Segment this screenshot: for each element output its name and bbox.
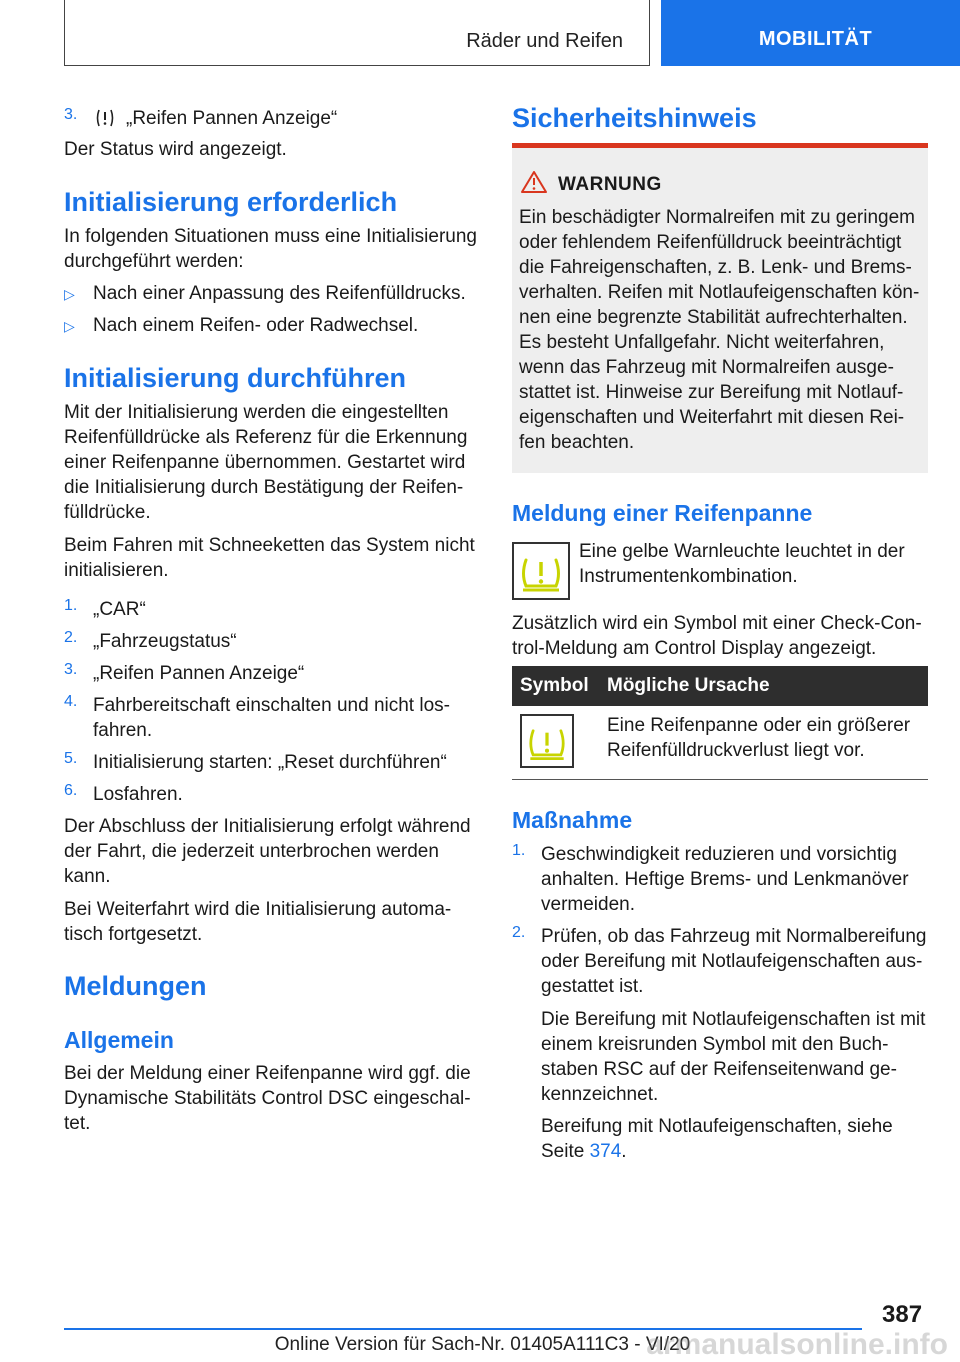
- step-text: „Reifen Pannen Anzeige“: [93, 663, 305, 684]
- init-perform-para3: Der Abschluss der Initialisierung erfolgt während der Fahrt, die jederzeit unterbrochen werden kann.: [64, 816, 471, 887]
- init-required-intro: In folgenden Situationen muss eine Initialisierung durchgeführt werden:: [64, 226, 477, 272]
- step-number: 2.: [64, 629, 78, 646]
- bullet-text: Nach einem Reifen- oder Radwechsel.: [93, 315, 419, 336]
- heading-measure: Maßnahme: [512, 807, 633, 833]
- bullet-item: [64, 281, 478, 306]
- tire-pressure-warning-icon: [512, 542, 570, 600]
- measure-extra2-suffix: .: [621, 1141, 627, 1162]
- header-chapter-box: [661, 0, 960, 66]
- table-col-cause: Mögliche Ursache: [607, 675, 770, 696]
- measure-number: 1.: [512, 842, 526, 859]
- triangle-bullet-icon: ▷: [64, 286, 75, 302]
- step-3-text: „Reifen Pannen Anzeige“: [126, 108, 338, 129]
- step-item: [64, 597, 478, 622]
- measure-item: [512, 842, 928, 917]
- measure-text: Prüfen, ob das Fahrzeug mit Normalbereifung oder Bereifung mit Notlaufeigenschaften aus-gestattet ist.: [541, 926, 927, 997]
- step-item: [64, 629, 478, 654]
- table-col-symbol: Symbol: [520, 675, 589, 696]
- page-reference-link[interactable]: 374: [589, 1141, 622, 1162]
- table-row-cause: Eine Reifenpanne oder ein größerer Reifenfülldruckverlust liegt vor.: [607, 715, 911, 761]
- header-section-title: Räder und Reifen: [466, 30, 623, 52]
- heading-messages: Meldungen: [64, 971, 207, 1001]
- step-number: 5.: [64, 750, 78, 767]
- warning-triangle-icon: [520, 170, 548, 199]
- step-text: Fahrbereitschaft einschalten und nicht los-fahren.: [93, 695, 450, 741]
- messages-para: Bei der Meldung einer Reifenpanne wird ggf. die Dynamische Stabilitäts Control DSC eingeschal-tet.: [64, 1063, 471, 1134]
- tire-warning-small-icon: [94, 108, 116, 133]
- step-item: [64, 693, 478, 743]
- footer-online-version: Online Version für Sach-Nr. 01405A111C3 - VI/20: [274, 1334, 691, 1355]
- triangle-bullet-icon: ▷: [64, 318, 75, 334]
- measure-extra2: [541, 1114, 928, 1164]
- heading-init-required: Initialisierung erforderlich: [64, 187, 398, 217]
- header-chapter-title: MOBILITÄT: [758, 28, 873, 50]
- step-number: 4.: [64, 693, 78, 710]
- heading-general: Allgemein: [64, 1027, 174, 1053]
- warning-title: WARNUNG: [558, 174, 662, 195]
- tire-pressure-warning-icon: [520, 714, 574, 768]
- table-bottom-rule: [512, 779, 928, 780]
- init-perform-para2: Beim Fahren mit Schneeketten das System nicht initialisieren.: [64, 535, 475, 581]
- step-text: „Fahrzeugstatus“: [93, 631, 237, 652]
- init-perform-para1: Mit der Initialisierung werden die eingestellten Reifenfülldrücke als Referenz für die Erkennung einer Reifenpanne übernommen. Gestartet wird die Initialisierung durch Bestätigung der Reifen-fülldrücke.: [64, 402, 468, 523]
- watermark-text: armanualsonline.info: [646, 1328, 948, 1361]
- warning-text: Ein beschädigter Normalreifen mit zu geringem oder fehlendem Reifenfülldruck beeinträchtigt die Fahreigenschaften, z. B. Lenk- und Brems-verhalten. Reifen mit Notlaufeigenschaften kön-nen eine begrenzte Stabilität aufrechterhalten. Es besteht Unfallgefahr. Nicht weiterfahren, wenn das Fahrzeug mit Normalreifen ausge-stattet ist. Hinweise zur Bereifung mit Notlauf-eigenschaften und Weiterfahrt mit diesen Rei-fen beachten.: [519, 207, 920, 453]
- status-text: Der Status wird angezeigt.: [64, 139, 287, 160]
- flat-para: Zusätzlich wird ein Symbol mit einer Check-Con-trol-Meldung am Control Display angezeigt.: [512, 613, 922, 659]
- measure-extra1: Die Bereifung mit Notlaufeigenschaften ist mit einem kreisrunden Symbol mit den Buch-staben RSC auf der Reifenseitenwand ge-kennzeichnet.: [541, 1009, 926, 1105]
- bullet-text: Nach einer Anpassung des Reifenfülldrucks.: [93, 283, 466, 304]
- heading-safety: Sicherheitshinweis: [512, 103, 757, 133]
- measure-extra2-text: Bereifung mit Notlaufeigenschaften, siehe Seite: [541, 1116, 893, 1162]
- heading-flat-tire-message: Meldung einer Reifenpanne: [512, 500, 813, 526]
- flat-icon-text: Eine gelbe Warnleuchte leuchtet in der Instrumentenkombination.: [579, 541, 905, 587]
- measure-text: Geschwindigkeit reduzieren und vorsichtig anhalten. Heftige Brems- und Lenkmanöver vermeiden.: [541, 844, 909, 915]
- step-item: [64, 750, 478, 775]
- measure-item: [512, 924, 928, 999]
- table-header: [512, 666, 928, 706]
- page-number: 387: [882, 1301, 923, 1328]
- heading-init-perform: Initialisierung durchführen: [64, 363, 407, 393]
- measure-number: 2.: [512, 924, 526, 941]
- step-number: 1.: [64, 597, 78, 614]
- warning-box: [512, 143, 928, 473]
- step-text: „CAR“: [93, 599, 146, 620]
- step-3-line: [64, 106, 478, 131]
- step-number: 6.: [64, 782, 78, 799]
- step-number: 3.: [64, 106, 78, 123]
- step-number: 3.: [64, 661, 78, 678]
- step-item: [64, 782, 478, 807]
- bullet-item: [64, 313, 478, 338]
- step-text: Initialisierung starten: „Reset durchführen“: [93, 752, 447, 773]
- step-item: [64, 661, 478, 686]
- header-section-box: [64, 0, 650, 66]
- init-perform-para4: Bei Weiterfahrt wird die Initialisierung automa-tisch fortgesetzt.: [64, 899, 452, 945]
- step-text: Losfahren.: [93, 784, 183, 805]
